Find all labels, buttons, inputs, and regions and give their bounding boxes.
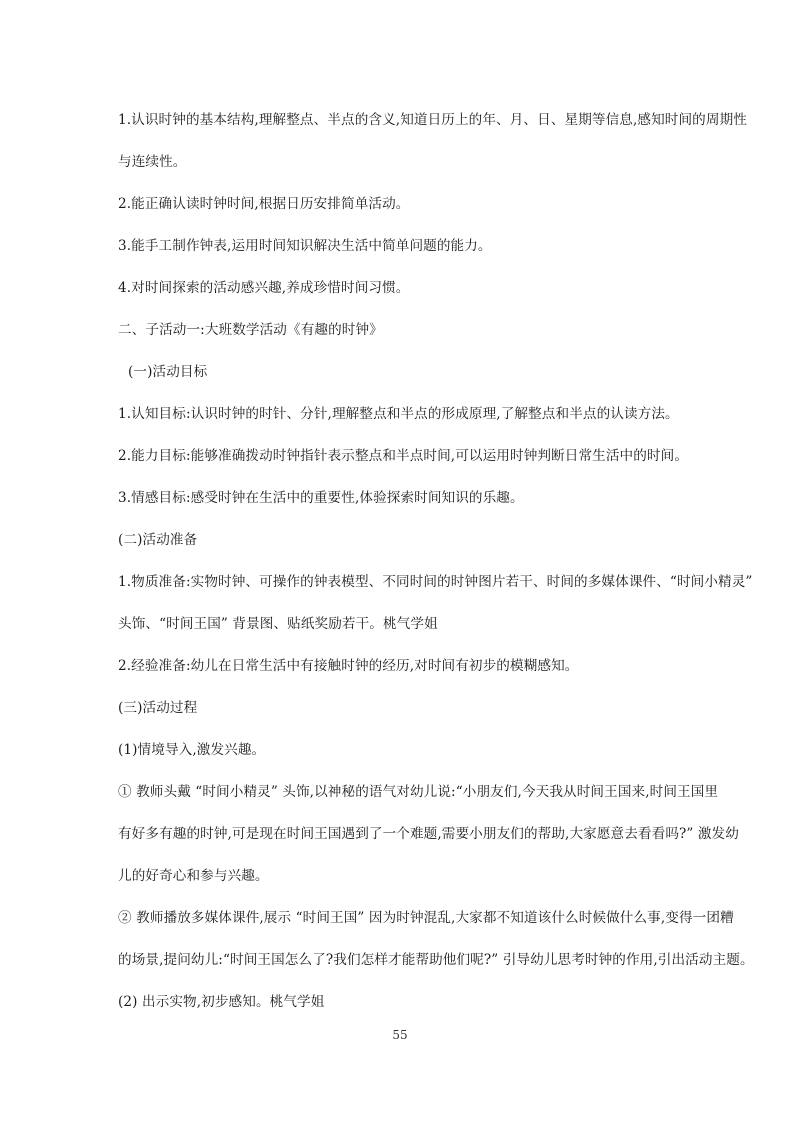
process-step-2-heading: (2) 出示实物,初步感知。桃气学姐 bbox=[118, 994, 325, 1010]
goal-4: 4.对时间探索的活动感兴趣,养成珍惜时间习惯。 bbox=[118, 280, 410, 296]
cognitive-goal: 1.认知目标:认识时钟的时针、分针,理解整点和半点的形成原理,了解整点和半点的认读方法。 bbox=[118, 406, 679, 422]
ability-goal: 2.能力目标:能够准确拨动时钟指针表示整点和半点时间,可以运用时钟判断日常生活中的时间。 bbox=[118, 448, 689, 464]
process-step-1a-line-3: 儿的好奇心和参与兴趣。 bbox=[118, 868, 269, 884]
page-number: 55 bbox=[392, 1028, 408, 1042]
subheading-activity-goals: (一)活动目标 bbox=[128, 364, 208, 380]
subheading-activity-process: (三)活动过程 bbox=[118, 700, 198, 716]
experience-prep: 2.经验准备:幼儿在日常生活中有接触时钟的经历,对时间有初步的模糊感知。 bbox=[118, 658, 579, 674]
section-heading-sub-activity-1: 二、子活动一:大班数学活动《有趣的时钟》 bbox=[118, 322, 383, 338]
material-prep-line-1: 1.物质准备:实物时钟、可操作的钟表模型、不同时间的时钟图片若干、时间的多媒体课件、“时间小精灵” bbox=[118, 574, 753, 590]
process-step-1-heading: (1)情境导入,激发兴趣。 bbox=[118, 742, 266, 758]
emotional-goal: 3.情感目标:感受时钟在生活中的重要性,体验探索时间知识的乐趣。 bbox=[118, 490, 524, 506]
goal-3: 3.能手工制作钟表,运用时间知识解决生活中简单问题的能力。 bbox=[118, 238, 492, 254]
process-step-1b-line-2: 的场景,提问幼儿:“时间王国怎么了?我们怎样才能帮助他们呢?” 引导幼儿思考时钟的作用,引出活动主题。 bbox=[118, 952, 754, 968]
process-step-1a-line-2: 有好多有趣的时钟,可是现在时间王国遇到了一个难题,需要小朋友们的帮助,大家愿意去看看吗?” 激发幼 bbox=[118, 826, 739, 842]
goal-1-line-2: 与连续性。 bbox=[118, 154, 187, 170]
subheading-activity-preparation: (二)活动准备 bbox=[118, 532, 198, 548]
goal-1-line-1: 1.认识时钟的基本结构,理解整点、半点的含义,知道日历上的年、月、日、星期等信息,感知时间的周期性 bbox=[118, 112, 747, 128]
goal-2: 2.能正确认读时钟时间,根据日历安排简单活动。 bbox=[118, 196, 410, 212]
material-prep-line-2: 头饰、“时间王国” 背景图、贴纸奖励若干。桃气学姐 bbox=[118, 616, 438, 632]
process-step-1b-line-1: ② 教师播放多媒体课件,展示 “时间王国” 因为时钟混乱,大家都不知道该什么时候做什么事,变得一团糟 bbox=[118, 910, 734, 926]
process-step-1a-line-1: ① 教师头戴 “时间小精灵” 头饰,以神秘的语气对幼儿说:“小朋友们,今天我从时间王国来,时间王国里 bbox=[118, 784, 719, 800]
